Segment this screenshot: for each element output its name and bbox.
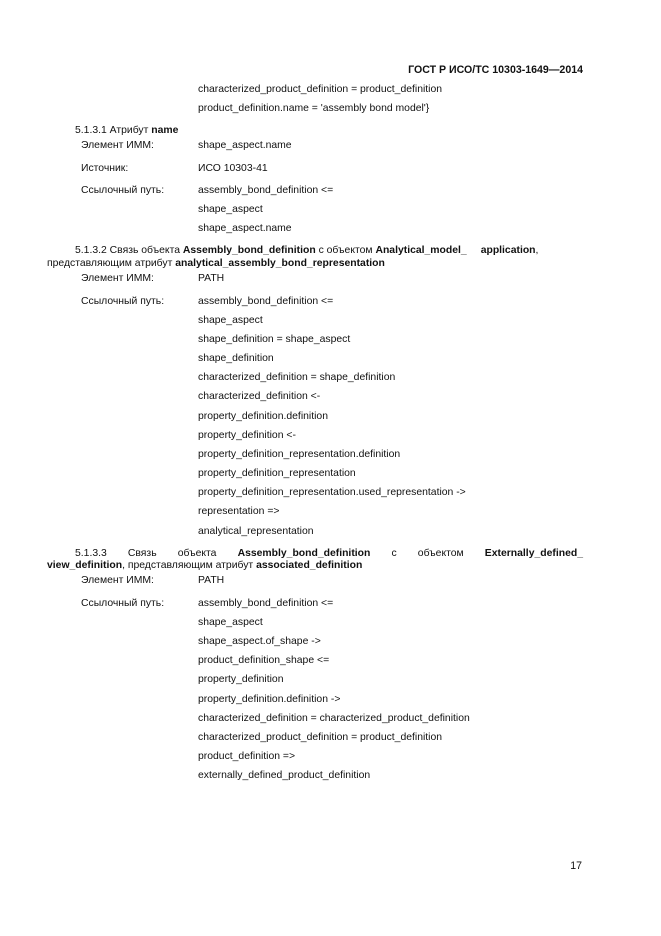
heading-text: , представляющим атрибут <box>122 560 257 571</box>
attribute-name: analytical_assembly_bond_representation <box>175 258 385 269</box>
path-line: characterized_definition = shape_definition <box>198 372 396 383</box>
path-line: shape_aspect <box>198 204 263 215</box>
elem-value: PATH <box>198 273 225 284</box>
path-line: externally_defined_product_definition <box>198 770 371 781</box>
heading-text: объектом <box>417 548 464 559</box>
section-heading <box>75 125 178 136</box>
section-heading-cont <box>47 560 362 571</box>
path-line: shape_definition = shape_aspect <box>198 334 351 345</box>
entity-name: application <box>480 245 536 256</box>
ref-path-label: Ссылочный путь: <box>81 598 165 609</box>
elem-value: shape_aspect.name <box>198 140 292 151</box>
path-line: product_definition => <box>198 751 296 762</box>
path-line: shape_aspect.of_shape -> <box>198 636 321 647</box>
path-line: characterized_definition <- <box>198 391 321 402</box>
elem-label: Элемент ИММ: <box>81 575 154 586</box>
elem-label: Элемент ИММ: <box>81 273 154 284</box>
section-heading <box>75 548 583 559</box>
page-number: 17 <box>570 860 582 872</box>
path-line: assembly_bond_definition <= <box>198 598 334 609</box>
path-line: representation => <box>198 506 280 517</box>
path-line: shape_aspect <box>198 315 263 326</box>
heading-text: , <box>535 245 539 256</box>
ref-path-label: Ссылочный путь: <box>81 296 165 307</box>
path-line: shape_aspect.name <box>198 223 292 234</box>
section-heading-cont <box>47 258 385 269</box>
path-line: property_definition <- <box>198 430 296 441</box>
path-line: characterized_product_definition = product_definition <box>198 84 443 95</box>
path-line: characterized_product_definition = product_definition <box>198 732 443 743</box>
path-line: assembly_bond_definition <= <box>198 296 334 307</box>
heading-text: Связь <box>127 548 157 559</box>
document-header: ГОСТ Р ИСО/ТС 10303-1649—2014 <box>408 64 583 76</box>
entity-name: Assembly_bond_definition <box>237 548 371 559</box>
section-heading <box>75 245 538 256</box>
entity-name: Assembly_bond_definition <box>182 245 316 256</box>
entity-name: Analytical_model_ <box>375 245 467 256</box>
path-line: property_definition_representation.definition <box>198 449 401 460</box>
path-line: property_definition_representation.used_representation -> <box>198 487 466 498</box>
path-line: property_definition.definition -> <box>198 694 341 705</box>
source-label: Источник: <box>81 163 129 174</box>
attribute-name: name <box>151 125 179 136</box>
path-line: assembly_bond_definition <= <box>198 185 334 196</box>
path-line: shape_definition <box>198 353 274 364</box>
heading-text: объекта <box>177 548 217 559</box>
elem-value: PATH <box>198 575 225 586</box>
heading-text: представляющим атрибут <box>47 258 176 269</box>
entity-name: Externally_defined_ <box>484 548 583 559</box>
path-line: characterized_definition = characterized_product_definition <box>198 713 470 724</box>
heading-text: 5.1.3.1 Атрибут <box>75 125 152 136</box>
heading-text: 5.1.3.3 <box>75 548 107 559</box>
path-line: product_definition.name = 'assembly bond model'} <box>198 103 430 114</box>
entity-name: view_definition <box>47 560 123 571</box>
path-line: property_definition.definition <box>198 411 328 422</box>
heading-text: с <box>391 548 397 559</box>
attribute-name: associated_definition <box>256 560 363 571</box>
ref-path-label: Ссылочный путь: <box>81 185 165 196</box>
heading-text: с объектом <box>315 245 376 256</box>
path-line: shape_aspect <box>198 617 263 628</box>
source-value: ИСО 10303-41 <box>198 163 268 174</box>
elem-label: Элемент ИММ: <box>81 140 154 151</box>
heading-text: 5.1.3.2 Связь объекта <box>75 245 183 256</box>
path-line: analytical_representation <box>198 526 314 537</box>
path-line: property_definition <box>198 674 284 685</box>
path-line: property_definition_representation <box>198 468 356 479</box>
path-line: product_definition_shape <= <box>198 655 330 666</box>
